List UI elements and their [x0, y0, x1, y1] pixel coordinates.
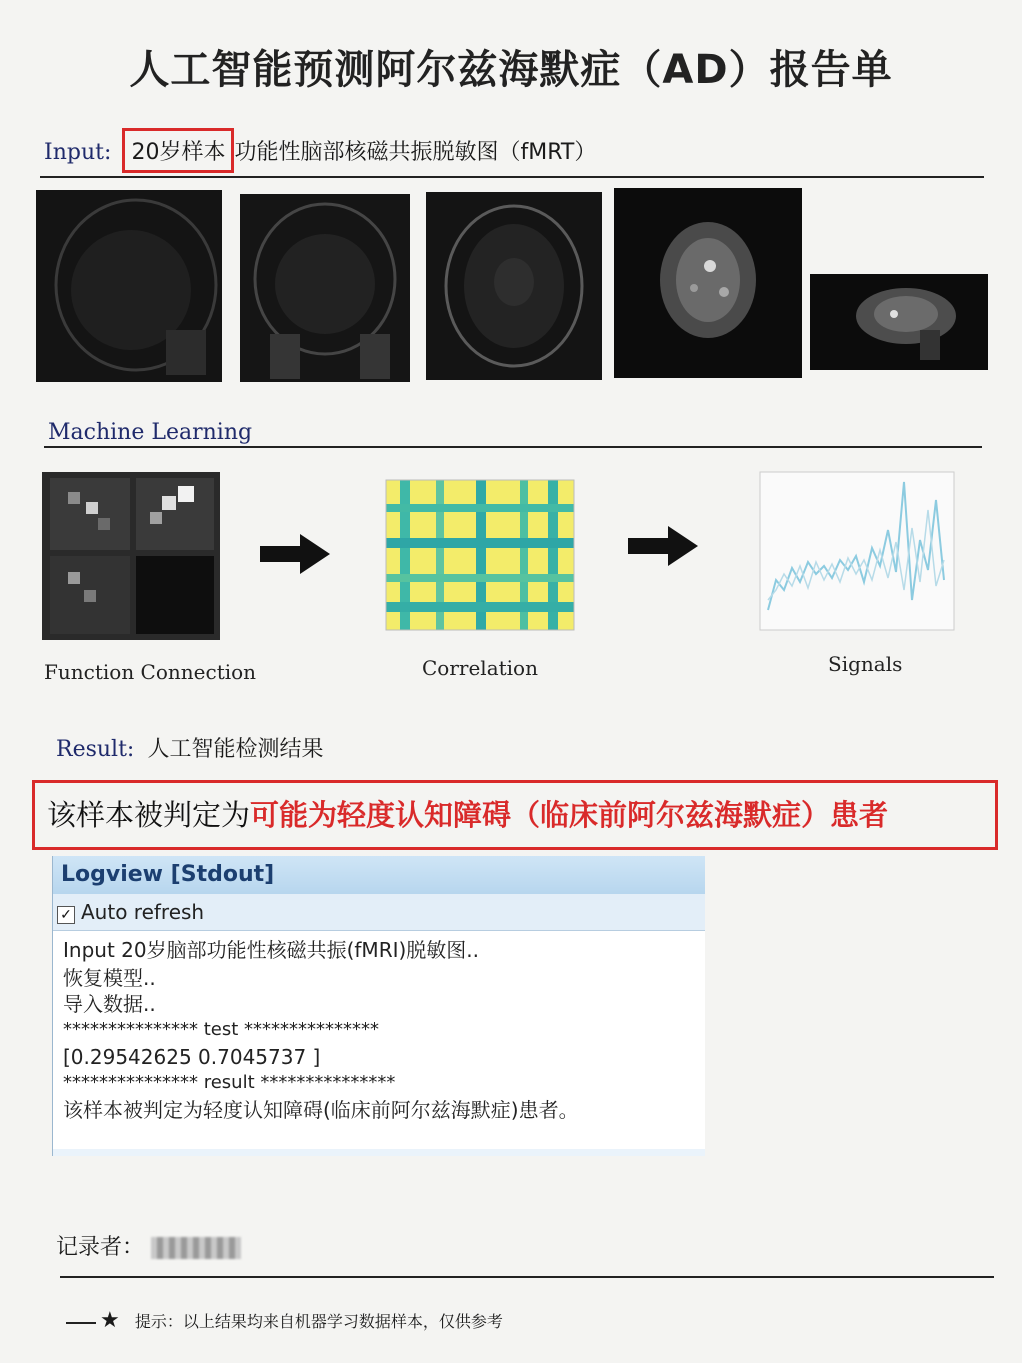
result-subtitle: 人工智能检测结果: [147, 737, 324, 762]
function-connection-image: [42, 472, 220, 640]
recorder-label: 记录者：: [56, 1235, 145, 1260]
log-line: 恢复模型..: [63, 966, 156, 990]
input-row: [44, 128, 984, 168]
report-title: 人工智能预测阿尔兹海默症（AD）报告单: [129, 47, 893, 93]
footer-rule: [60, 1276, 994, 1278]
caption-correlation: Correlation: [422, 656, 538, 680]
log-output: [53, 931, 705, 1149]
result-row: [56, 732, 323, 763]
verdict-box: [32, 780, 998, 850]
log-line: Input 20岁脑部功能性核磁共振(fMRI)脱敏图..: [63, 938, 480, 962]
auto-refresh-row[interactable]: [53, 894, 705, 931]
caption-signals: Signals: [828, 652, 903, 676]
result-label: Result:: [56, 737, 135, 762]
caption-function-connection: Function Connection: [44, 660, 257, 684]
footer-note: [66, 1308, 503, 1333]
auto-refresh-checkbox[interactable]: ✓: [57, 906, 75, 924]
mri-scan-axial-intensity: [614, 188, 802, 378]
mri-scan-axial: [426, 192, 602, 380]
log-line: *************** result ***************: [63, 1072, 396, 1093]
mri-scan-sagittal-1: [36, 190, 222, 382]
input-rule: [40, 176, 984, 178]
logview-panel: [52, 856, 705, 1156]
log-line: [0.29542625 0.7045737 ]: [63, 1045, 321, 1069]
auto-refresh-label: Auto refresh: [81, 900, 205, 924]
input-age-highlight: 20岁样本: [122, 128, 234, 173]
input-description: 功能性脑部核磁共振脱敏图（fMRT）: [234, 140, 597, 165]
log-line: 导入数据..: [63, 992, 156, 1016]
arrow-right-icon-2: [628, 526, 698, 566]
footer-text: 提示：以上结果均来自机器学习数据样本，仅供参考: [134, 1312, 503, 1331]
ml-label: Machine Learning: [48, 420, 253, 445]
recorder-row: [56, 1230, 241, 1261]
recorder-name-redacted: [151, 1237, 241, 1259]
input-label: Input:: [44, 140, 112, 165]
verdict-text: 可能为轻度认知障碍（临床前阿尔兹海默症）患者: [250, 798, 889, 832]
mri-scan-coronal: [240, 194, 410, 382]
verdict-prefix: 该样本被判定为: [47, 798, 251, 832]
correlation-heatmap: [380, 478, 580, 636]
log-line: *************** test ***************: [63, 1019, 380, 1040]
star-icon: ★: [100, 1308, 120, 1333]
mri-scan-sagittal-intensity: [810, 274, 988, 370]
log-line: 该样本被判定为轻度认知障碍(临床前阿尔兹海默症)患者。: [63, 1098, 579, 1122]
signals-image: [754, 470, 960, 636]
footer-dash: [66, 1322, 96, 1324]
logview-header: Logview [Stdout]: [53, 856, 705, 894]
ml-rule: [44, 446, 982, 448]
arrow-right-icon: [260, 534, 330, 574]
